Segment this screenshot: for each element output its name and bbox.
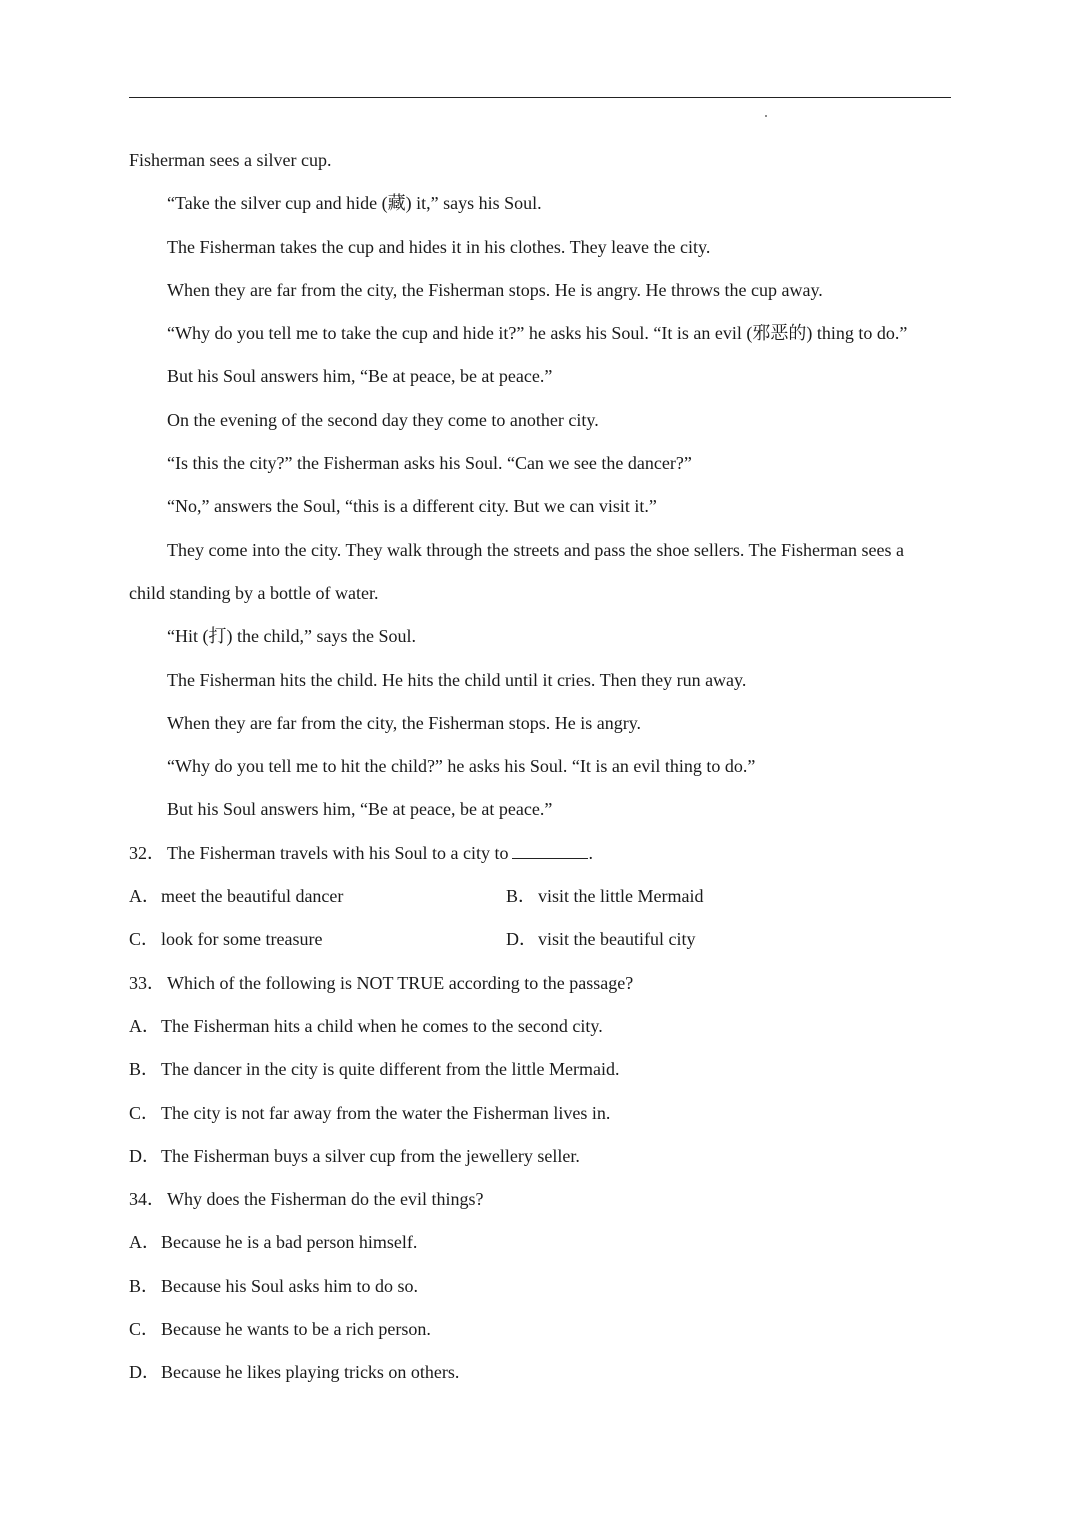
question-number: 34． [129, 1189, 165, 1210]
option-text: The Fisherman hits a child when he comes to the second city. [161, 1015, 603, 1036]
answer-blank [512, 842, 588, 859]
passage-line: “Is this the city?” the Fisherman asks his Soul. “Can we see the dancer?” [167, 453, 692, 474]
passage-line: “Hit (打) the child,” says the Soul. [167, 626, 416, 647]
option-text: visit the little Mermaid [538, 886, 704, 907]
option-letter: B． [129, 1059, 160, 1080]
option-b [506, 875, 951, 918]
option-c [129, 1092, 951, 1135]
question-number: 33． [129, 972, 165, 993]
question-text: Which of the following is NOT TRUE according to the passage? [167, 972, 634, 993]
option-row [129, 918, 951, 961]
option-text: meet the beautiful dancer [161, 886, 344, 907]
option-letter: D． [129, 1362, 160, 1383]
passage-line: When they are far from the city, the Fisherman stops. He is angry. He throws the cup away. [167, 279, 823, 300]
passage-line: The Fisherman hits the child. He hits the child until it cries. Then they run away. [167, 669, 747, 690]
passage-line: They come into the city. They walk through the streets and pass the shoe sellers. The Fisherman sees a [167, 539, 904, 560]
option-letter: B． [506, 886, 537, 907]
passage-line: “No,” answers the Soul, “this is a different city. But we can visit it.” [167, 496, 657, 517]
option-text: visit the beautiful city [538, 929, 696, 950]
option-text: Because his Soul asks him to do so. [161, 1275, 418, 1296]
passage-line: But his Soul answers him, “Be at peace, be at peace.” [167, 366, 553, 387]
option-text: look for some treasure [161, 929, 323, 950]
option-c [129, 1308, 951, 1351]
option-letter: C． [129, 1102, 160, 1123]
option-d [129, 1351, 951, 1394]
option-letter: A． [129, 886, 160, 907]
question-32 [129, 832, 951, 962]
passage-line: Fisherman sees a silver cup. [129, 150, 332, 170]
option-text: The Fisherman buys a silver cup from the jewellery seller. [161, 1145, 580, 1166]
passage [129, 139, 951, 832]
passage-line: “Why do you tell me to take the cup and hide it?” he asks his Soul. “It is an evil (邪恶的) thing to do.” [167, 323, 908, 344]
document-content [129, 139, 951, 1395]
question-stem [129, 832, 951, 875]
question-text: The Fisherman travels with his Soul to a city to [167, 842, 509, 863]
question-34 [129, 1178, 951, 1394]
passage-line: The Fisherman takes the cup and hides it in his clothes. They leave the city. [167, 236, 711, 257]
option-c [129, 918, 506, 961]
option-text: The city is not far away from the water the Fisherman lives in. [161, 1102, 611, 1123]
option-b [129, 1048, 951, 1091]
question-end: . [588, 842, 593, 863]
question-stem [129, 962, 951, 1005]
option-text: Because he wants to be a rich person. [161, 1319, 431, 1340]
question-number: 32． [129, 842, 165, 863]
option-a [129, 875, 506, 918]
passage-line: “Take the silver cup and hide (藏) it,” says his Soul. [167, 193, 542, 214]
option-row [129, 875, 951, 918]
option-text: Because he is a bad person himself. [161, 1232, 418, 1253]
passage-line: But his Soul answers him, “Be at peace, be at peace.” [167, 799, 553, 820]
passage-line: child standing by a bottle of water. [129, 582, 379, 603]
option-letter: B． [129, 1275, 160, 1296]
option-d [129, 1135, 951, 1178]
option-text: Because he likes playing tricks on others. [161, 1362, 460, 1383]
option-d [506, 918, 951, 961]
passage-line: When they are far from the city, the Fisherman stops. He is angry. [167, 712, 642, 733]
option-letter: D． [129, 1145, 160, 1166]
option-b [129, 1265, 951, 1308]
option-letter: C． [129, 929, 160, 950]
option-a [129, 1005, 951, 1048]
option-letter: A． [129, 1015, 160, 1036]
page-speck [765, 115, 767, 117]
header-rule [129, 97, 951, 98]
option-text: The dancer in the city is quite different from the little Mermaid. [161, 1059, 620, 1080]
option-letter: A． [129, 1232, 160, 1253]
question-33 [129, 962, 951, 1178]
option-letter: C． [129, 1319, 160, 1340]
option-a [129, 1221, 951, 1264]
passage-line: On the evening of the second day they come to another city. [167, 409, 599, 430]
question-stem [129, 1178, 951, 1221]
option-letter: D． [506, 929, 537, 950]
question-text: Why does the Fisherman do the evil things? [167, 1189, 484, 1210]
passage-line: “Why do you tell me to hit the child?” he asks his Soul. “It is an evil thing to do.” [167, 756, 756, 777]
